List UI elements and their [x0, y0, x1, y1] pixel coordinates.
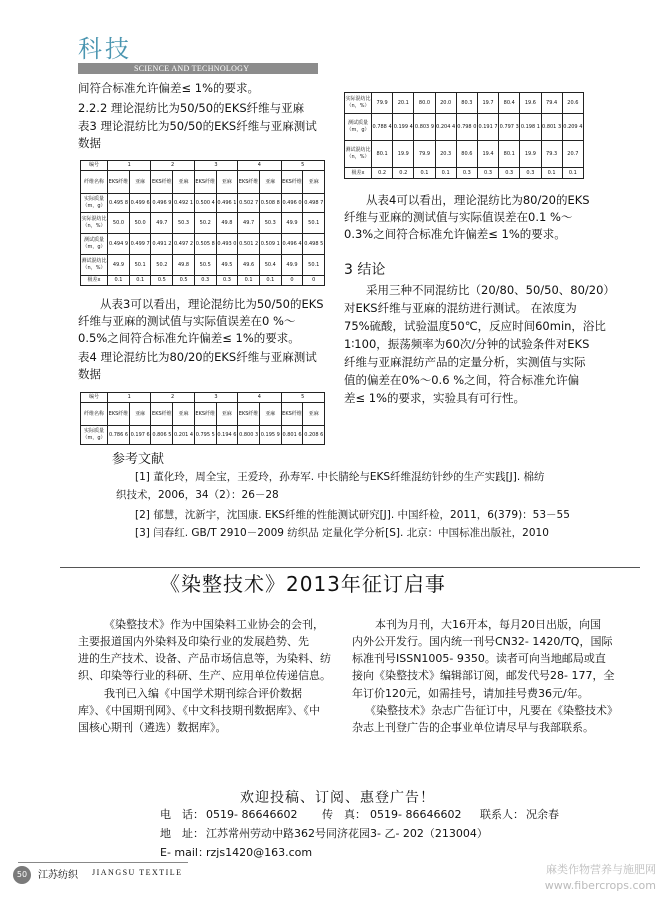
table-cell: 50.3 — [260, 213, 281, 234]
table-header-cell: 亚麻 — [216, 403, 237, 426]
table-cell: 0.499 7 — [129, 234, 150, 255]
table-cell: 0.1 — [562, 168, 583, 179]
table-cell: 20.0 — [435, 93, 456, 114]
table-cell: 79.9 — [414, 141, 435, 168]
table-cell: 50.1 — [303, 255, 325, 276]
table-cell: 0.509 1 — [260, 234, 281, 255]
email-label: E- mail： — [160, 846, 209, 859]
table-header-cell: 亚麻 — [129, 403, 150, 426]
table-cell: 0.1 — [129, 276, 150, 286]
table-cell: 0.498 7 — [303, 194, 325, 213]
table-cell: 0.496 0 — [281, 194, 303, 213]
row-label: 测试混纺比（n，%） — [345, 141, 372, 168]
table-row — [81, 194, 325, 213]
references-heading: 参考文献 — [112, 452, 165, 467]
table-3 — [80, 160, 325, 286]
table-cell: 0.495 8 — [108, 194, 130, 213]
paragraph-line: 0.3%之间符合标准允许偏差≤ 1%的要求。 — [344, 227, 566, 241]
table-row — [345, 93, 584, 114]
table-cell: 0.197 6 — [129, 426, 150, 445]
table4-caption-cont: 数据 — [78, 367, 101, 381]
table-cell: 80.4 — [499, 93, 520, 114]
table-header-cell: 3 — [194, 161, 237, 171]
table-cell: 49.7 — [151, 213, 173, 234]
table-header-cell: 亚麻 — [260, 403, 281, 426]
table-cell: 80.1 — [372, 141, 393, 168]
table-row — [345, 168, 584, 179]
paragraph-line: 0.5%之间符合标准允许偏差≤ 1%的要求。 — [78, 331, 300, 345]
table-cell: 0.797 3 — [499, 114, 520, 141]
table3-caption-cont: 数据 — [78, 136, 101, 150]
table-cell: 0.499 6 — [129, 194, 150, 213]
table-cell: 0.806 5 — [151, 426, 173, 445]
table-cell: 79.4 — [541, 93, 562, 114]
table-cell: 0.3 — [194, 276, 216, 286]
table-cell: 0.3 — [477, 168, 498, 179]
journal-name: 江苏纺织 — [38, 870, 78, 881]
row-label: 测试混纺比（n，%） — [81, 255, 108, 276]
table-header-cell: 1 — [108, 161, 151, 171]
table-cell: 49.6 — [238, 255, 260, 276]
table-cell: 0.3 — [499, 168, 520, 179]
table-cell: 0.801 3 — [541, 114, 562, 141]
table-cell: 0.199 4 — [393, 114, 414, 141]
reference-item: [1] 董化玲，周全宝，王爱玲，孙寿军. 中长腈纶与EKS纤维混纺针纱的生产实践[J]. 棉纺 — [135, 471, 545, 483]
table-header-cell: 亚麻 — [216, 171, 237, 194]
email-value: rzjs1420@163.com — [206, 846, 313, 859]
ad-line: 杂志上刊登广告的企事业单位请尽早与我部联系。 — [352, 721, 594, 734]
row-label: 极差x — [81, 276, 108, 286]
table-cell: 0.195 9 — [260, 426, 281, 445]
table-cell: 0.201 4 — [173, 426, 194, 445]
section-subtitle: SCIENCE AND TECHNOLOGY — [134, 64, 250, 73]
table-cell: 0.1 — [238, 276, 260, 286]
row-label: 实际质量（m，g） — [81, 194, 108, 213]
table-row — [81, 255, 325, 276]
table-cell: 0.494 9 — [108, 234, 130, 255]
table-4 — [80, 392, 325, 445]
table-cell: 49.9 — [281, 255, 303, 276]
section-title: 科技 — [78, 35, 132, 63]
table-row — [345, 141, 584, 168]
ad-line: 国核心期刊（遴选）数据库》。 — [78, 721, 227, 734]
paragraph-line: 纤维与亚麻的测试值与实际值误差在0 %～ — [78, 314, 296, 328]
table-cell: 0.505 8 — [194, 234, 216, 255]
table-cell: 0.1 — [260, 276, 281, 286]
table-header-cell: 1 — [108, 393, 151, 403]
ad-line: 内外公开发行。国内统一刊号CN32- 1420/TQ，国际 — [352, 635, 613, 648]
ad-line: 主要报道国内外染料及印染行业的发展趋势、先 — [78, 635, 309, 648]
table-cell: 19.9 — [520, 141, 541, 168]
table-header-cell: 2 — [151, 393, 194, 403]
ad-line: 接向《染整技术》编辑部订阅，邮发代号28- 177，全 — [352, 669, 615, 682]
table-cell: 0.496 9 — [151, 194, 173, 213]
table-header-cell: EKS纤维 — [108, 403, 130, 426]
table-cell: 0.788 4 — [372, 114, 393, 141]
row-label: 测试质量（m，g） — [345, 114, 372, 141]
contact-value: 况余春 — [526, 808, 559, 821]
table-cell: 0.496 4 — [281, 234, 303, 255]
address-label: 地 址： — [160, 827, 204, 840]
table-cell: 49.8 — [216, 213, 237, 234]
table-cell: 0.3 — [216, 276, 237, 286]
table-cell: 20.1 — [393, 93, 414, 114]
contact-label: 联系人： — [480, 808, 524, 821]
table-cell: 80.1 — [499, 141, 520, 168]
table-cell: 19.4 — [477, 141, 498, 168]
table-cell: 0.1 — [541, 168, 562, 179]
table-cell: 0.3 — [456, 168, 477, 179]
table-cell: 49.9 — [108, 255, 130, 276]
table-cell: 19.7 — [477, 93, 498, 114]
table-cell: 80.3 — [456, 93, 477, 114]
table-row — [81, 276, 325, 286]
table-4-continued — [344, 92, 584, 179]
paragraph-line: 从表4可以看出，理论混纺比为80/20的EKS — [366, 193, 590, 207]
table-header-cell: 2 — [151, 161, 194, 171]
table-cell: 0.5 — [173, 276, 194, 286]
tel-label: 电 话： — [160, 808, 204, 821]
paragraph-line: 采用三种不同混纺比（20/80、50/50、80/20） — [366, 283, 615, 297]
table-header-cell: EKS纤维 — [151, 171, 173, 194]
subsection-heading: 2.2.2 理论混纺比为50/50的EKS纤维与亚麻 — [78, 101, 305, 115]
table-cell: 20.6 — [562, 93, 583, 114]
table-header-cell: 4 — [238, 161, 281, 171]
table-cell: 0.5 — [151, 276, 173, 286]
table-cell: 49.8 — [173, 255, 194, 276]
table-cell: 0.3 — [520, 168, 541, 179]
table-cell: 49.9 — [281, 213, 303, 234]
ad-line: 标准刊号ISSN1005- 9350。读者可向当地邮局或直 — [352, 652, 606, 665]
table-cell: 0.204 4 — [435, 114, 456, 141]
table-header-cell: EKS纤维 — [151, 403, 173, 426]
table-header-cell: 亚麻 — [303, 403, 325, 426]
table-cell: 0.208 6 — [303, 426, 325, 445]
table-cell: 20.7 — [562, 141, 583, 168]
reference-item: [3] 闫春红. GB/T 2910－2009 纺织品 定量化学分析[S]. 北京：中国标准出版社，2010 — [135, 527, 549, 539]
table-cell: 0.508 8 — [260, 194, 281, 213]
row-label: 测试质量（m，g） — [81, 234, 108, 255]
table-cell: 0.502 7 — [238, 194, 260, 213]
table-cell: 79.9 — [372, 93, 393, 114]
table-cell: 0.501 2 — [238, 234, 260, 255]
welcome-slogan: 欢迎投稿、订阅、惠登广告！ — [240, 790, 435, 806]
ad-line: 库》、《中国期刊网》、《中文科技期刊数据库》、《中 — [78, 704, 320, 717]
table-cell: 0.492 1 — [173, 194, 194, 213]
row-label: 实际质量（m，g） — [81, 426, 108, 445]
table-cell: 79.3 — [541, 141, 562, 168]
table-header-cell: 3 — [194, 393, 237, 403]
table-cell: 0.194 6 — [216, 426, 237, 445]
section-heading: 3 结论 — [344, 262, 386, 278]
table-row — [345, 114, 584, 141]
page-number: 50 — [13, 866, 31, 884]
fax-value: 0519- 86646602 — [370, 808, 462, 821]
table-header-cell: 编号 — [81, 393, 108, 403]
table-cell: 0.2 — [372, 168, 393, 179]
journal-name-en: JIANGSU TEXTILE — [92, 868, 183, 877]
table-cell: 0.1 — [108, 276, 130, 286]
paragraph-line: 纤维与亚麻混纺产品的定量分析，实测值与实际 — [344, 355, 586, 369]
table-cell: 50.3 — [173, 213, 194, 234]
table-cell: 0.496 1 — [216, 194, 237, 213]
paragraph-line: 从表3可以看出，理论混纺比为50/50的EKS — [100, 297, 324, 311]
table-cell: 50.4 — [260, 255, 281, 276]
table-header-cell: 纤维名称 — [81, 403, 108, 426]
table-cell: 0.493 0 — [216, 234, 237, 255]
table-cell: 0.497 2 — [173, 234, 194, 255]
paragraph-line: 对EKS纤维与亚麻的混纺进行测试。 在浓度为 — [344, 301, 577, 315]
table-cell: 0.801 6 — [281, 426, 303, 445]
table-row — [81, 234, 325, 255]
row-label: 极差x — [345, 168, 372, 179]
watermark-url: www.fibercrops.com — [544, 879, 656, 892]
ad-line: 织、印染等行业的科研、生产、应用单位传递信息。 — [78, 669, 331, 682]
table-header-cell: 5 — [281, 161, 325, 171]
ad-line: 《染整技术》作为中国染料工业协会的会刊， — [104, 618, 324, 631]
paragraph-line: 纤维与亚麻的测试值与实际值误差在0.1 %～ — [344, 210, 573, 224]
watermark — [545, 862, 656, 894]
ad-title: 《染整技术》2013年征订启事 — [160, 572, 446, 596]
table-header-cell: 编号 — [81, 161, 108, 171]
table-cell: 49.5 — [216, 255, 237, 276]
table-header-cell: EKS纤维 — [194, 171, 216, 194]
ad-line: 进的生产技术、设备、产品市场信息等，为染料、纺 — [78, 652, 331, 665]
table-cell: 0.209 4 — [562, 114, 583, 141]
table-cell: 0.500 4 — [194, 194, 216, 213]
table-cell: 0.798 0 — [456, 114, 477, 141]
table-cell: 19.6 — [520, 93, 541, 114]
paragraph-line: 值的偏差在0%～0.6 %之间，符合标准允许偏 — [344, 373, 580, 387]
table-header-cell: 亚麻 — [173, 171, 194, 194]
ad-line: 本刊为月刊，大16开本，每月20日出版，向国 — [375, 618, 601, 631]
row-label: 实际混纺比（n，%） — [345, 93, 372, 114]
table-cell: 0.491 2 — [151, 234, 173, 255]
ad-line: 我刊已入编《中国学术期刊综合评价数据 — [104, 687, 302, 700]
paragraph-line: 1∶100，振荡频率为60次/分钟的试验条件对EKS — [344, 337, 590, 351]
table-cell: 0.800 3 — [238, 426, 260, 445]
table-cell: 0.498 5 — [303, 234, 325, 255]
table-header-cell: 亚麻 — [260, 171, 281, 194]
table-header-cell: EKS纤维 — [194, 403, 216, 426]
text-line: 间符合标准允许偏差≤ 1%的要求。 — [78, 81, 260, 95]
table-header-cell: EKS纤维 — [281, 171, 303, 194]
table-cell: 49.7 — [238, 213, 260, 234]
table-header-cell: 4 — [238, 393, 281, 403]
table-cell: 0.2 — [393, 168, 414, 179]
table-header-cell: 5 — [281, 393, 325, 403]
ad-line: 《染整技术》杂志广告征订中，凡要在《染整技术》 — [365, 704, 618, 717]
table-cell: 0.803 9 — [414, 114, 435, 141]
table4-caption: 表4 理论混纺比为80/20的EKS纤维与亚麻测试 — [78, 350, 317, 364]
row-label: 实际混纺比（n，%） — [81, 213, 108, 234]
table-cell: 80.6 — [456, 141, 477, 168]
table-header-cell: EKS纤维 — [238, 171, 260, 194]
table-header-cell: EKS纤维 — [238, 403, 260, 426]
table-cell: 50.1 — [303, 213, 325, 234]
table3-caption: 表3 理论混纺比为50/50的EKS纤维与亚麻测试 — [78, 119, 317, 133]
table-row — [81, 213, 325, 234]
table-cell: 50.0 — [129, 213, 150, 234]
table-header-cell: 纤维名称 — [81, 171, 108, 194]
table-header-cell: 亚麻 — [303, 171, 325, 194]
address-value: 江苏常州劳动中路362号同济花园3- 乙- 202（213004） — [206, 827, 488, 840]
ad-line: 年订价120元，如需挂号，请加挂号费36元/年。 — [352, 687, 589, 700]
table-row — [81, 426, 325, 445]
table-cell: 0.198 1 — [520, 114, 541, 141]
table-cell: 50.1 — [129, 255, 150, 276]
reference-item: [2] 郁慧，沈新宇，沈国康. EKS纤维的性能测试研究[J]. 中国纤检，2011，6(379)：53－55 — [135, 509, 570, 521]
footer-rule — [18, 862, 188, 863]
fax-label: 传 真： — [322, 808, 366, 821]
table-cell: 20.3 — [435, 141, 456, 168]
table-cell: 80.0 — [414, 93, 435, 114]
table-cell: 50.2 — [151, 255, 173, 276]
paragraph-line: 75%硫酸，试验温度50℃，反应时间60min，浴比 — [344, 319, 606, 333]
table-cell: 50.2 — [194, 213, 216, 234]
table-cell: 0.1 — [435, 168, 456, 179]
table-header-cell: 亚麻 — [173, 403, 194, 426]
table-cell: 0.1 — [414, 168, 435, 179]
table-cell: 50.5 — [194, 255, 216, 276]
table-cell: 0.786 6 — [108, 426, 130, 445]
table-cell: 0 — [303, 276, 325, 286]
table-cell: 19.9 — [393, 141, 414, 168]
table-header-cell: EKS纤维 — [108, 171, 130, 194]
table-cell: 0.191 7 — [477, 114, 498, 141]
watermark-title: 麻类作物营养与施肥网 — [546, 863, 656, 876]
table-cell: 0.795 5 — [194, 426, 216, 445]
table-header-cell: 亚麻 — [129, 171, 150, 194]
reference-item-cont: 织技术，2006，34（2）：26－28 — [116, 489, 279, 501]
table-header-cell: EKS纤维 — [281, 403, 303, 426]
table-cell: 50.0 — [108, 213, 130, 234]
table-cell: 0 — [281, 276, 303, 286]
tel-value: 0519- 86646602 — [206, 808, 298, 821]
paragraph-line: 差≤ 1%的要求，实验具有可行性。 — [344, 391, 526, 405]
